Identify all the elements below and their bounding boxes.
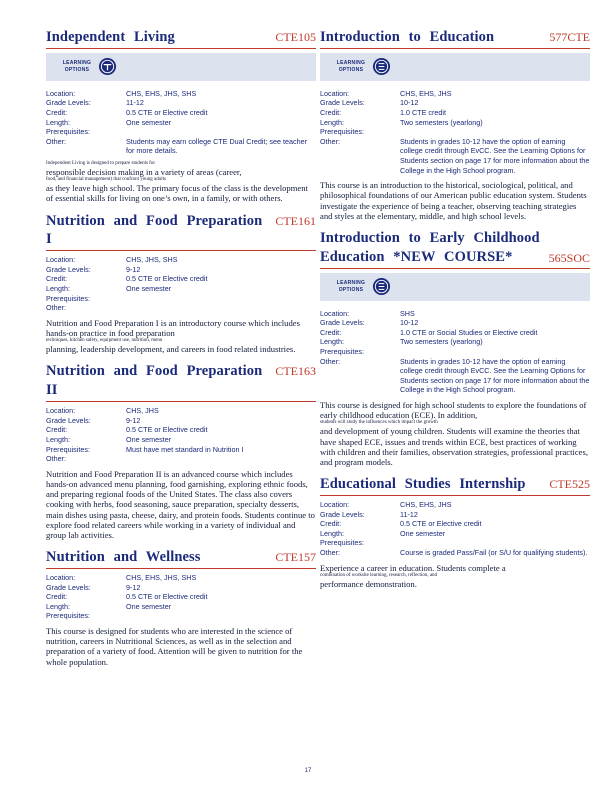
course-code: CTE525 xyxy=(549,477,590,492)
chs-badge-icon xyxy=(372,277,391,296)
location-label: Location: xyxy=(320,88,350,98)
course-code: CTE157 xyxy=(275,550,316,565)
credit-label: Credit: xyxy=(320,327,342,337)
grade-levels-label: Grade Levels: xyxy=(320,509,365,519)
prerequisites-label: Prerequisites: xyxy=(46,444,90,454)
description-text: performance demonstration. xyxy=(320,578,417,589)
other-value: Students may earn college CTE Dual Credit; see teacher for more details. xyxy=(126,136,307,156)
course-info xyxy=(320,309,590,395)
course-title: Nutrition and Food Preparation II xyxy=(46,363,263,399)
description-text: responsible decision making in a variety of areas (career, xyxy=(46,167,242,177)
other-value xyxy=(126,303,316,313)
description-small: combination of worksite learning, research, reflection, and xyxy=(320,572,438,578)
location-label: Location: xyxy=(46,88,76,98)
course-nutrition-wellness xyxy=(46,548,316,667)
credit-value: 0.5 CTE or Elective credit xyxy=(126,425,208,435)
other-value: Students in grades 10-12 have the option of earning college credit through EvCC. See the Learning Options for Students section on page 17 for more information about the College in the High School program. xyxy=(400,136,590,175)
length-value: One semester xyxy=(126,601,172,611)
other-label: Other: xyxy=(46,454,66,464)
length-value: One semester xyxy=(400,528,446,538)
other-value xyxy=(126,454,316,464)
other-value: Students in grades 10-12 have the option of earning college credit through EvCC. See the Learning Options for Students section on page 17 for more information about the College in the High School program. xyxy=(400,356,590,395)
length-label: Length: xyxy=(46,117,70,127)
location-value: SHS xyxy=(400,308,415,318)
location-value: CHS, JHS, SHS xyxy=(126,255,178,265)
course-description xyxy=(46,161,316,204)
course-description: Nutrition and Food Preparation II is an advanced course which includes hands-on advanced menu planning, food garnishing, exploring ethnic foods, and preparing regional foods of the United States. The class also covers cooking with herbs, food seasoning, sauce preparation, specialty desserts, main dishes using pasta, cheese, dairy, and protein foods. Students continue to explore food related careers while working in a variety of individual and group lab activities. xyxy=(46,468,315,540)
course-intro-education xyxy=(320,28,590,221)
location-value: CHS, JHS xyxy=(126,406,159,416)
credit-label: Credit: xyxy=(46,425,68,435)
prerequisites-label: Prerequisites: xyxy=(320,127,364,137)
course-header xyxy=(46,212,316,252)
course-code: CTE163 xyxy=(275,364,316,379)
cte-badge-icon xyxy=(98,57,117,76)
course-code: CTE105 xyxy=(275,30,316,44)
prerequisites-value xyxy=(400,538,590,548)
grade-levels-label: Grade Levels: xyxy=(46,582,91,592)
course-description xyxy=(46,318,316,355)
course-title: Introduction to Early Childhood Education *NEW COURSE* xyxy=(320,230,540,265)
credit-value: 1.0 CTE or Social Studies or Elective credit xyxy=(400,327,538,337)
grade-levels-label: Grade Levels: xyxy=(46,264,91,274)
prerequisites-label: Prerequisites: xyxy=(46,611,90,621)
location-label: Location: xyxy=(46,255,76,265)
length-value: Two semesters (yearlong) xyxy=(400,117,483,127)
other-label: Other: xyxy=(46,136,66,146)
location-value: CHS, EHS, JHS xyxy=(400,88,452,98)
prerequisites-label: Prerequisites: xyxy=(320,347,364,357)
description-text: Nutrition and Food Preparation I is an introductory course which includes hands-on practice in food preparation xyxy=(46,317,300,339)
length-label: Length: xyxy=(46,434,70,444)
location-value: CHS, EHS, JHS xyxy=(400,500,452,510)
course-early-childhood xyxy=(320,229,590,467)
grade-levels-label: Grade Levels: xyxy=(320,318,365,328)
credit-value: 0.5 CTE or Elective credit xyxy=(126,108,208,118)
prerequisites-value xyxy=(126,127,316,137)
credit-label: Credit: xyxy=(46,108,68,118)
length-value: One semester xyxy=(126,434,172,444)
course-header xyxy=(320,229,590,269)
other-label: Other: xyxy=(320,548,340,558)
learning-options-label: LEARNING OPTIONS xyxy=(62,59,92,73)
course-internship xyxy=(320,475,590,589)
course-title: Introduction to Education xyxy=(320,29,495,45)
description-small: techniques, kitchen safety, equipment use, nutrition, menu xyxy=(46,338,163,344)
credit-value: 1.0 CTE credit xyxy=(400,108,446,118)
description-text: and development of young children. Students will examine the theories that have shaped ECE, issues and trends within ECE, best practices of working with children and their families, observation strategies, professional practices, and program models. xyxy=(320,426,588,468)
course-title: Educational Studies Internship xyxy=(320,476,526,493)
credit-label: Credit: xyxy=(320,108,342,118)
length-label: Length: xyxy=(320,528,344,538)
learning-options-box xyxy=(320,53,590,81)
prerequisites-value xyxy=(126,294,316,304)
learning-options-box xyxy=(320,273,590,301)
grade-levels-value: 11-12 xyxy=(126,98,144,108)
course-header xyxy=(46,28,316,49)
length-label: Length: xyxy=(46,284,70,294)
course-title: Nutrition and Wellness xyxy=(46,549,201,566)
grade-levels-label: Grade Levels: xyxy=(46,415,91,425)
grade-levels-value: 10-12 xyxy=(400,98,419,108)
course-nutrition-1 xyxy=(46,212,316,355)
course-header xyxy=(320,28,590,49)
description-small: food, and financial management) that confront young adults xyxy=(46,177,166,183)
description-text: as they leave high school. The primary focus of the class is the development of essential skills for living on one’s own, in a family, or with others. xyxy=(46,183,308,204)
length-label: Length: xyxy=(320,117,344,127)
length-label: Length: xyxy=(46,601,70,611)
prerequisites-value xyxy=(400,347,590,357)
grade-levels-value: 9-12 xyxy=(126,415,141,425)
credit-label: Credit: xyxy=(46,592,68,602)
grade-levels-label: Grade Levels: xyxy=(46,98,91,108)
description-text: This course is designed for high school students to explore the foundations of early childhood education (ECE). In addition, xyxy=(320,400,587,421)
description-small: students will study the influences which impact the growth xyxy=(320,420,438,426)
other-value: Course is graded Pass/Fail (or S/U for qualifying students). xyxy=(400,548,588,558)
course-code: CTE161 xyxy=(275,213,316,228)
course-info xyxy=(46,89,316,156)
learning-options-label: LEARNING OPTIONS xyxy=(336,59,366,73)
right-column xyxy=(320,28,590,597)
location-label: Location: xyxy=(46,572,76,582)
description-text: planning, leadership development, and careers in food related industries. xyxy=(46,344,296,355)
course-code: 577CTE xyxy=(549,30,590,44)
length-value: One semester xyxy=(126,117,172,127)
grade-levels-label: Grade Levels: xyxy=(320,98,365,108)
course-header xyxy=(320,475,590,496)
course-description: This course is designed for students who are interested in the science of nutrition, careers in Nutritional Sciences, as well as in the selection and preparation of a variety of food. Attention will be given to nutrition for the whole population. xyxy=(46,625,303,667)
prerequisites-value: Must have met standard in Nutrition I xyxy=(126,444,244,454)
course-title: Nutrition and Food Preparation I xyxy=(46,212,263,248)
course-code: 565SOC xyxy=(548,250,590,265)
grade-levels-value: 10-12 xyxy=(400,318,419,328)
course-title: Independent Living xyxy=(46,29,175,45)
course-info xyxy=(46,573,316,621)
length-value: One semester xyxy=(126,284,172,294)
location-value: CHS, EHS, JHS, SHS xyxy=(126,88,197,98)
length-label: Length: xyxy=(320,337,344,347)
grade-levels-value: 9-12 xyxy=(126,582,141,592)
other-label: Other: xyxy=(320,356,340,366)
prerequisites-label: Prerequisites: xyxy=(46,127,90,137)
prerequisites-label: Prerequisites: xyxy=(46,293,90,303)
course-description: This course is an introduction to the historical, sociological, political, and philosophical foundations of our American public education system. Students investigate the experience of being a teacher, observing teaching strategies and styles at the elementary, middle, and high school levels. xyxy=(320,180,587,221)
description-text: Experience a career in education. Students complete a xyxy=(320,562,506,573)
other-label: Other: xyxy=(46,303,66,313)
grade-levels-value: 11-12 xyxy=(400,509,418,519)
course-description xyxy=(320,400,590,467)
credit-label: Credit: xyxy=(46,274,68,284)
credit-value: 0.5 CTE or Elective credit xyxy=(400,519,482,529)
course-description xyxy=(320,563,590,589)
description-small: Independent Living is designed to prepare students for xyxy=(46,161,155,166)
page-number: 17 xyxy=(304,768,312,774)
prerequisites-value xyxy=(126,611,316,621)
credit-value: 0.5 CTE or Elective credit xyxy=(126,592,208,602)
location-label: Location: xyxy=(320,308,350,318)
course-header xyxy=(46,548,316,569)
course-nutrition-2 xyxy=(46,362,316,540)
length-value: Two semesters (yearlong) xyxy=(400,337,483,347)
learning-options-label: LEARNING OPTIONS xyxy=(336,279,366,293)
credit-label: Credit: xyxy=(320,519,342,529)
prerequisites-value xyxy=(400,127,590,137)
chs-badge-icon xyxy=(372,57,391,76)
prerequisites-label: Prerequisites: xyxy=(320,538,364,548)
course-info xyxy=(46,406,316,464)
course-info xyxy=(320,89,590,175)
course-info xyxy=(320,500,590,558)
grade-levels-value: 9-12 xyxy=(126,264,141,274)
location-label: Location: xyxy=(320,500,350,510)
course-independent-living xyxy=(46,28,316,204)
location-label: Location: xyxy=(46,406,76,416)
credit-value: 0.5 CTE or Elective credit xyxy=(126,274,208,284)
learning-options-box xyxy=(46,53,316,81)
other-label: Other: xyxy=(320,136,340,146)
course-info xyxy=(46,255,316,313)
location-value: CHS, EHS, JHS, SHS xyxy=(126,572,197,582)
course-header xyxy=(46,362,316,402)
left-column xyxy=(46,28,316,675)
